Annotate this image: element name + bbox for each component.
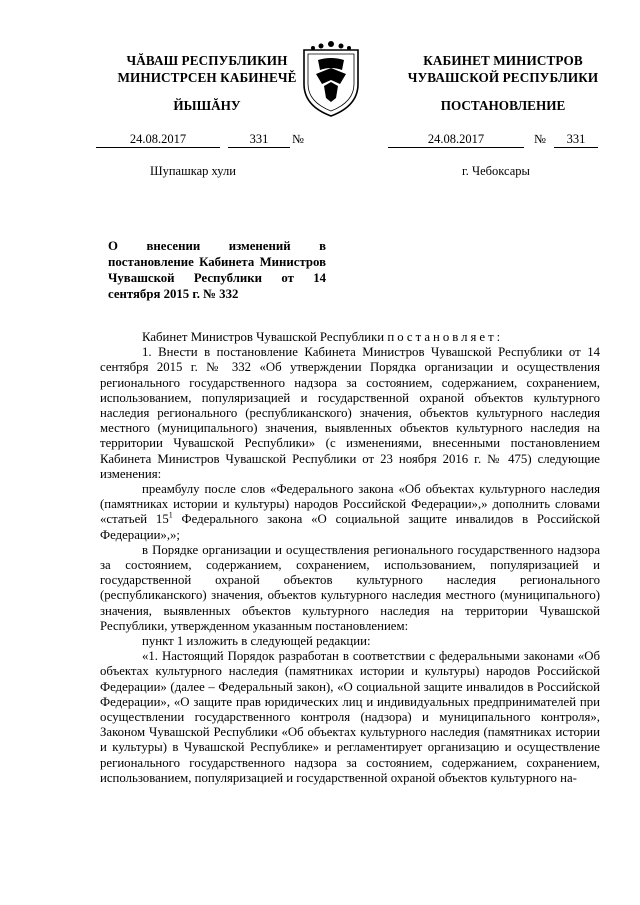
place-chuvash: Шупашкар хули [150, 164, 236, 178]
intro-paragraph [100, 330, 600, 345]
document-body [100, 330, 600, 786]
date-right: 24.08.2017 [388, 132, 524, 148]
number-right: 331 [554, 132, 598, 148]
place-russian: г. Чебоксары [462, 164, 530, 178]
date-line-left [96, 132, 326, 150]
number-label-right: № [534, 132, 546, 146]
paragraph-2-start: преамбулу после слов «Федерального закона «Об объектах культурного наследия (памятниках истории и культуры) народов Российской Федерации»,» дополнить словами «статьей 15 [100, 482, 600, 527]
header-left-line2: МИНИСТРСЕН КАБИНЕЧĚ [117, 70, 297, 85]
number-label-left: № [292, 132, 304, 146]
date-left: 24.08.2017 [96, 132, 220, 148]
paragraph-1: 1. Внести в постановление Кабинета Министров Чувашской Республики от 14 сентября 2015 г. № 332 «Об утверждении Порядка организации и осуществления регионального государственного надзора за состоянием, содержанием, сохранением, использованием, популяризацией и государственной охраной объектов культурного наследия регионального (республиканского) значения, объектов культурного наследия местного (муниципального) значения, выявленных объектов культурного наследия на территории Чувашской Республики» (с изменениями, внесенными постановлением Кабинета Министров Чувашской Республики от 23 ноября 2016 г. № 475) следующие изменения: [100, 345, 600, 481]
document-title: О внесении изменений в постановление Кабинета Министров Чувашской Республики от 14 сентября 2015 г. № 332 [108, 239, 326, 301]
date-line-right [388, 132, 598, 150]
header-right-line2: ЧУВАШСКОЙ РЕСПУБЛИКИ [407, 70, 599, 85]
doc-type-chuvash: ЙЫШĂНУ [173, 98, 241, 113]
header-left [92, 52, 322, 86]
paragraph-2-end: Федерального закона «О социальной защите инвалидов в Российской Федерации»,»; [100, 512, 600, 542]
intro-start: Кабинет Министров Чувашской Республики [142, 330, 385, 344]
paragraph-2-sup: 1 [168, 511, 173, 521]
header-right [388, 52, 618, 86]
header-left-line1: ЧĂВАШ РЕСПУБЛИКИН [126, 53, 288, 68]
intro-spaced: постановляет: [387, 330, 504, 344]
paragraph-2 [100, 482, 600, 543]
doc-type-russian: ПОСТАНОВЛЕНИЕ [440, 98, 566, 113]
header-right-line1: КАБИНЕТ МИНИСТРОВ [423, 53, 583, 68]
paragraph-3: в Порядке организации и осуществления регионального государственного надзора за состоянием, содержанием, сохранением, использованием, популяризацией и государственной охраной объектов культурного наследия регионального (республиканского) значения, объектов культурного наследия местного (муниципального) значения, выявленных объектов культурного наследия на территории Чувашской Республики, утвержденном указанным постановлением: [100, 542, 600, 633]
paragraph-4: пункт 1 изложить в следующей редакции: [142, 634, 371, 649]
number-left: 331 [228, 132, 290, 148]
paragraph-5: «1. Настоящий Порядок разработан в соответствии с федеральными законами «Об объектах культурного наследия (памятниках истории и культуры) народов Российской Федерации» (далее – Федеральный закон), «О социальной защите инвалидов в Российской Федерации», «О защите прав юридических лиц и индивидуальных предпринимателей при осуществлении государственного контроля (надзора) и муниципального контроля», Законом Чувашской Республики «Об объектах культурного наследия (памятниках истории и культуры) в Чувашской Республике» и регламентирует организацию и осуществление регионального государственного надзора за состоянием, содержанием, сохранением, использованием, популяризацией и государственной охраной объектов культурного на- [100, 649, 600, 785]
chuvash-coat-of-arms-icon [296, 36, 366, 118]
